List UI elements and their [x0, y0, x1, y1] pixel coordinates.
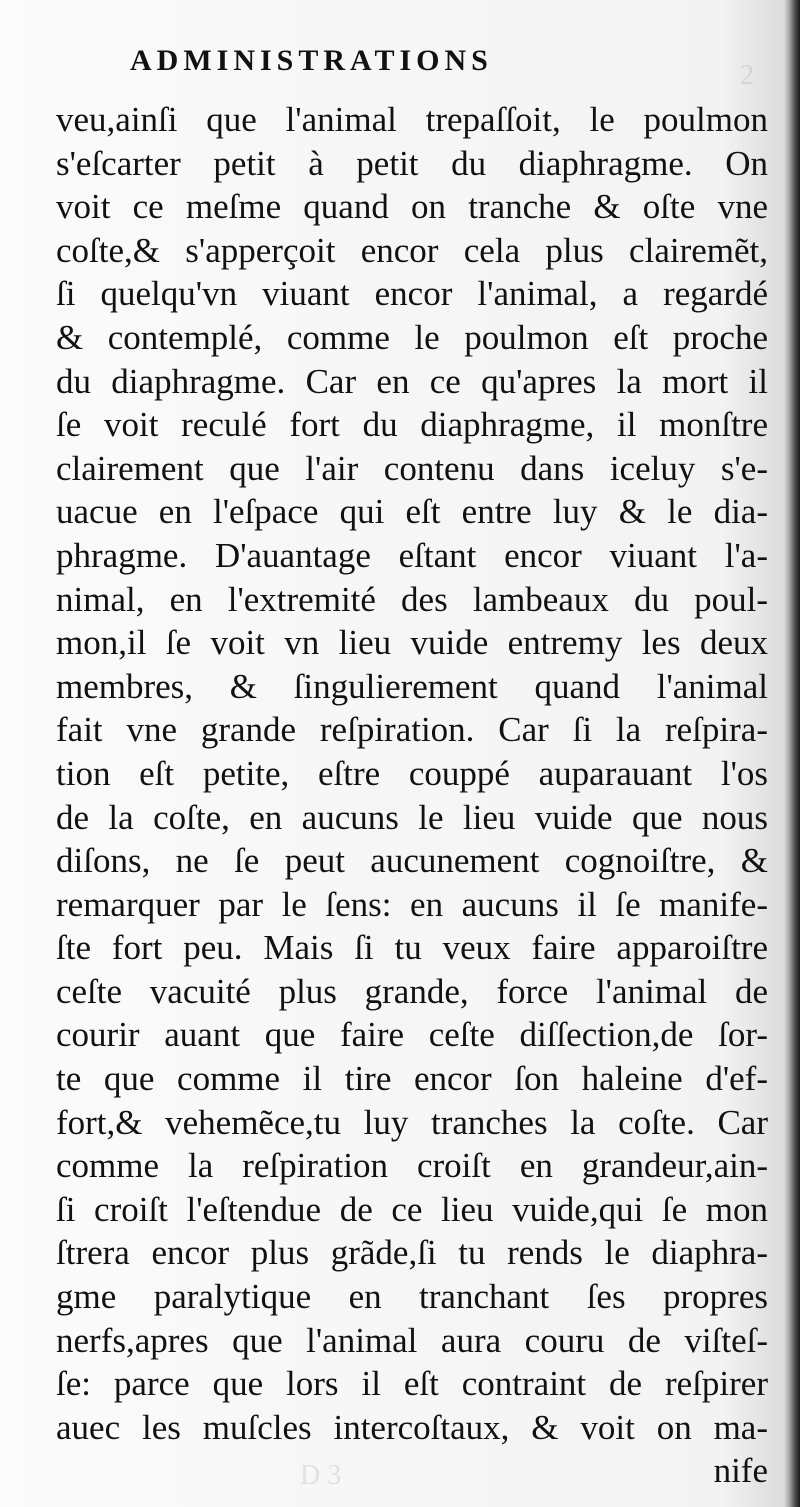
text-line: ſi croiſt l'eſtendue de ce lieu vuide,qui ſe mon: [56, 1189, 768, 1229]
text-line: voit ce meſme quand on tranche & oſte vne: [56, 187, 768, 227]
text-line: du diaphragme. Car en ce qu'apres la mort il: [56, 361, 768, 401]
running-head: ADMINISTRATIONS: [130, 44, 493, 77]
text-line: ſte fort peu. Mais ſi tu veux faire apparoiſtre: [56, 928, 768, 968]
text-line: & contemplé, comme le poulmon eſt proche: [56, 317, 768, 357]
text-line: ceſte vacuité plus grande, force l'animal de: [56, 971, 768, 1011]
text-line: diſons, ne ſe peut aucunement cognoiſtre, &: [56, 841, 768, 881]
text-line: remarquer par le ſens: en aucuns il ſe manife-: [56, 884, 768, 924]
text-line: te que comme il tire encor ſon haleine d'ef-: [56, 1059, 768, 1099]
text-line: ſtrera encor plus grãde,ſi tu rends le diaphra-: [56, 1233, 768, 1273]
text-line: s'eſcarter petit à petit du diaphragme. On: [56, 143, 768, 183]
text-line: fort,& vehemẽce,tu luy tranches la coſte. Car: [56, 1102, 768, 1142]
body-text: [56, 98, 768, 1493]
text-line: nimal, en l'extremité des lambeaux du poul-: [56, 579, 768, 619]
text-line: membres, & ſingulierement quand l'animal: [56, 666, 768, 706]
text-line: comme la reſpiration croiſt en grandeur,ain-: [56, 1146, 768, 1186]
catchword: nife: [713, 1451, 768, 1491]
text-line: nerfs,apres que l'animal aura couru de viſteſ-: [56, 1320, 768, 1360]
bleed-through-mark: D 3: [300, 1460, 342, 1491]
text-line: gme paralytique en tranchant ſes propres: [56, 1277, 768, 1317]
text-line: ſe voit reculé fort du diaphragme, il monſtre: [56, 405, 768, 445]
text-line: de la coſte, en aucuns le lieu vuide que nous: [56, 797, 768, 837]
text-line: uacue en l'eſpace qui eſt entre luy & le dia-: [56, 492, 768, 532]
text-line: tion eſt petite, eſtre couppé auparauant l'os: [56, 753, 768, 793]
text-line: ſe: parce que lors il eſt contraint de reſpirer: [56, 1364, 768, 1404]
text-line: courir auant que faire ceſte diſſection,de ſor-: [56, 1015, 768, 1055]
text-line: fait vne grande reſpiration. Car ſi la reſpira-: [56, 710, 768, 750]
text-line: coſte,& s'apperçoit encor cela plus clairemẽt,: [56, 230, 768, 270]
text-line: clairement que l'air contenu dans iceluy s'e-: [56, 448, 768, 488]
text-line: mon,il ſe voit vn lieu vuide entremy les deux: [56, 623, 768, 663]
text-line: auec les muſcles intercoſtaux, & voit on ma-: [56, 1407, 768, 1447]
text-line: veu,ainſi que l'animal trepaſſoit, le poulmon: [56, 100, 768, 139]
text-line: phragme. D'auantage eſtant encor viuant l'a-: [56, 535, 768, 575]
text-line: ſi quelqu'vn viuant encor l'animal, a regardé: [56, 274, 768, 314]
bleed-through-mark: 2: [740, 60, 754, 91]
